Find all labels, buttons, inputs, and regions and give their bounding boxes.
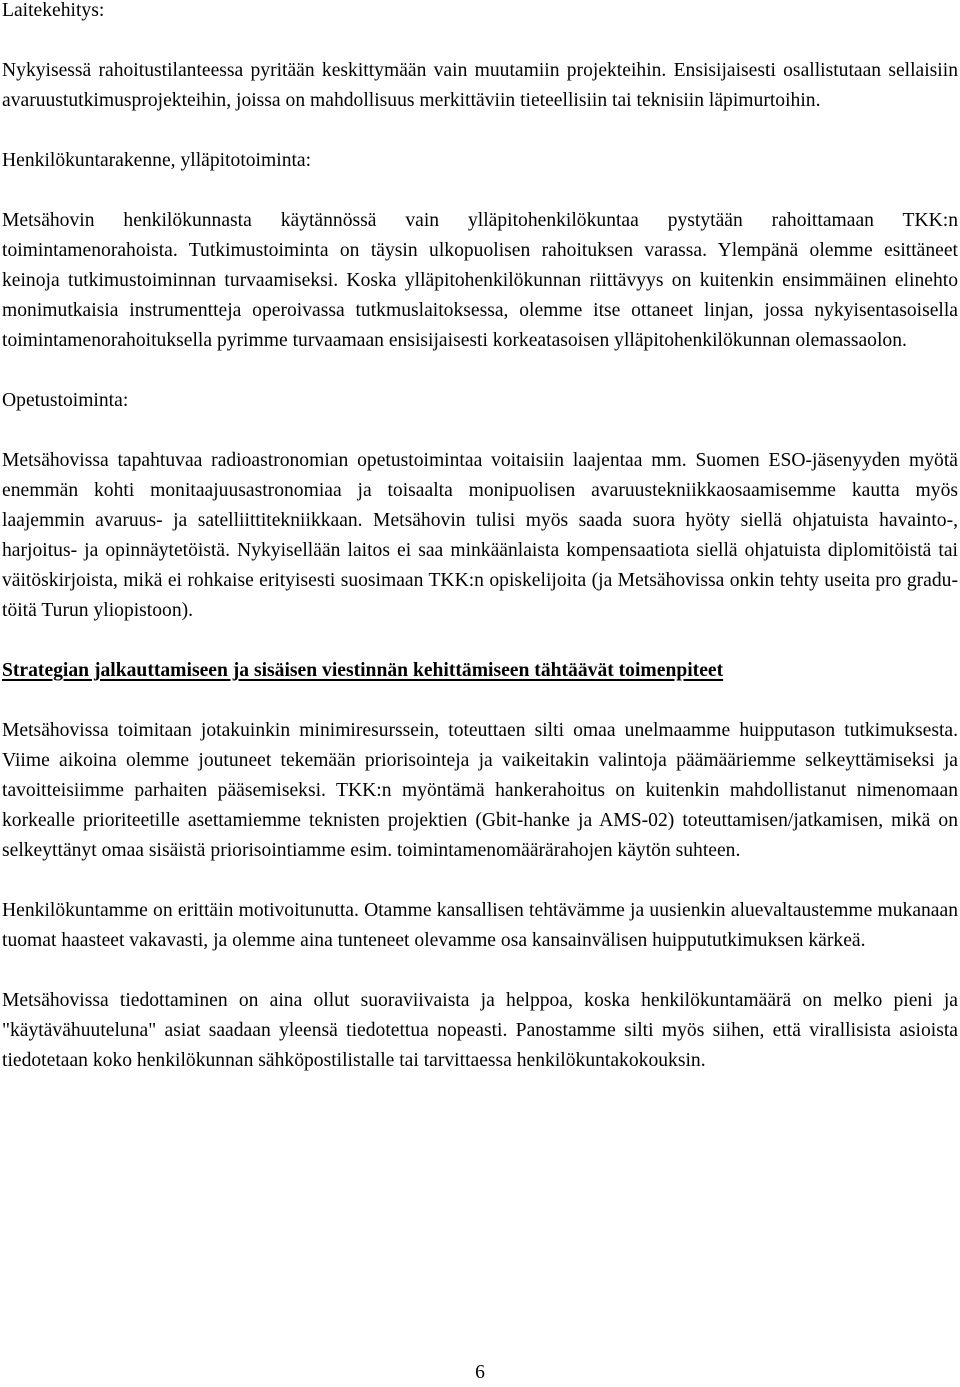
strategy-heading: Strategian jalkauttamiseen ja sisäisen viestinnän kehittämiseen tähtäävät toimenpiteet xyxy=(2,660,724,681)
section-paragraph: Metsähovin henkilökunnasta käytännössä vain ylläpitohenkilökuntaa pystytään rahoittamaan TKK:n toimintamenorahoista. Tutkimustoiminta on täysin ulkopuolisen rahoituksen varassa. Ylempänä olemme esittäneet keinoja tutkimustoiminnan turvaamiseksi. Koska ylläpitohenkilökunnan riittävyys on kuitenkin ensimmäinen elinehto monimutkaisia instrumentteja operoivassa tutkmuslaitoksessa, olemme itse ottaneet linjan, jossa nykyisentasoisella toimintamenorahoituksella pyrimme turvaamaan ensisijaisesti korkeatasoisen ylläpitohenkilökunnan olemassaolon. xyxy=(2,210,958,351)
section-paragraph: Metsähovissa tapahtuvaa radioastronomian opetustoimintaa voitaisiin laajentaa mm. Suomen ESO-jäsenyyden myötä enemmän kohti monitaajuusastronomiaa ja toisaalta monipuolisen avaruustekniikkaosaamisemme kautta myös laajemmin avaruus- ja satelliittitekniikkaan. Metsähovin tulisi myös saada suora hyöty siellä ohjatuista havainto-, harjoitus- ja opinnäytetöistä. Nykyisellään laitos ei saa minkäänlaista kompensaatiota siellä ohjatuista diplomitöistä tai väitöskirjoista, mikä ei rohkaise erityisesti suosimaan TKK:n opiskelijoita (ja Metsähovissa onkin tehty useita pro gradu-töitä Turun yliopistoon). xyxy=(2,450,958,621)
strategy-paragraph: Metsähovissa tiedottaminen on aina ollut suoraviivaista ja helppoa, koska henkilökuntamäärä on melko pieni ja "käytävähuuteluna" asiat saadaan yleensä tiedotettua nopeasti. Panostamme silti myös siihen, että virallisista asioista tiedotetaan koko henkilökunnan sähköpostilistalle tai tarvittaessa henkilökuntakokouksin. xyxy=(2,990,958,1071)
page-number: 6 xyxy=(475,1362,485,1383)
section-opetustoiminta xyxy=(2,386,958,626)
section-laitekehitys xyxy=(2,0,958,116)
section-strategy xyxy=(2,656,958,1076)
section-henkilokuntarakenne xyxy=(2,146,958,356)
document-content xyxy=(2,0,958,1076)
section-heading: Henkilökuntarakenne, ylläpitotoiminta: xyxy=(2,150,312,171)
strategy-paragraph: Metsähovissa toimitaan jotakuinkin minimiresurssein, toteuttaen silti omaa unelmaamme huipputason tutkimuksesta. Viime aikoina olemme joutuneet tekemään priorisointeja ja vaikeitakin valintoja päämääriemme selkeyttämiseksi ja tavoitteisiimme parhaiten pääsemiseksi. TKK:n myöntämä hankerahoitus on kuitenkin mahdollistanut nimenomaan korkealle prioriteetille asettamiemme teknisten projektien (Gbit-hanke ja AMS-02) toteuttamisen/jatkamisen, mikä on selkeyttänyt omaa sisäistä priorisointiamme esim. toimintamenomäärärahojen käytön suhteen. xyxy=(2,720,958,861)
section-paragraph: Nykyisessä rahoitustilanteessa pyritään keskittymään vain muutamiin projekteihin. Ensisijaisesti osallistutaan sellaisiin avaruustutkimusprojekteihin, joissa on mahdollisuus merkittäviin tieteellisiin tai teknisiin läpimurtoihin. xyxy=(2,60,958,111)
section-heading: Laitekehitys: xyxy=(2,0,105,21)
strategy-paragraph: Henkilökuntamme on erittäin motivoitunutta. Otamme kansallisen tehtävämme ja uusienkin aluevaltaustemme mukanaan tuomat haasteet vakavasti, ja olemme aina tunteneet olevamme osa kansainvälisen huippututkimuksen kärkeä. xyxy=(2,900,958,951)
section-heading: Opetustoiminta: xyxy=(2,390,129,411)
